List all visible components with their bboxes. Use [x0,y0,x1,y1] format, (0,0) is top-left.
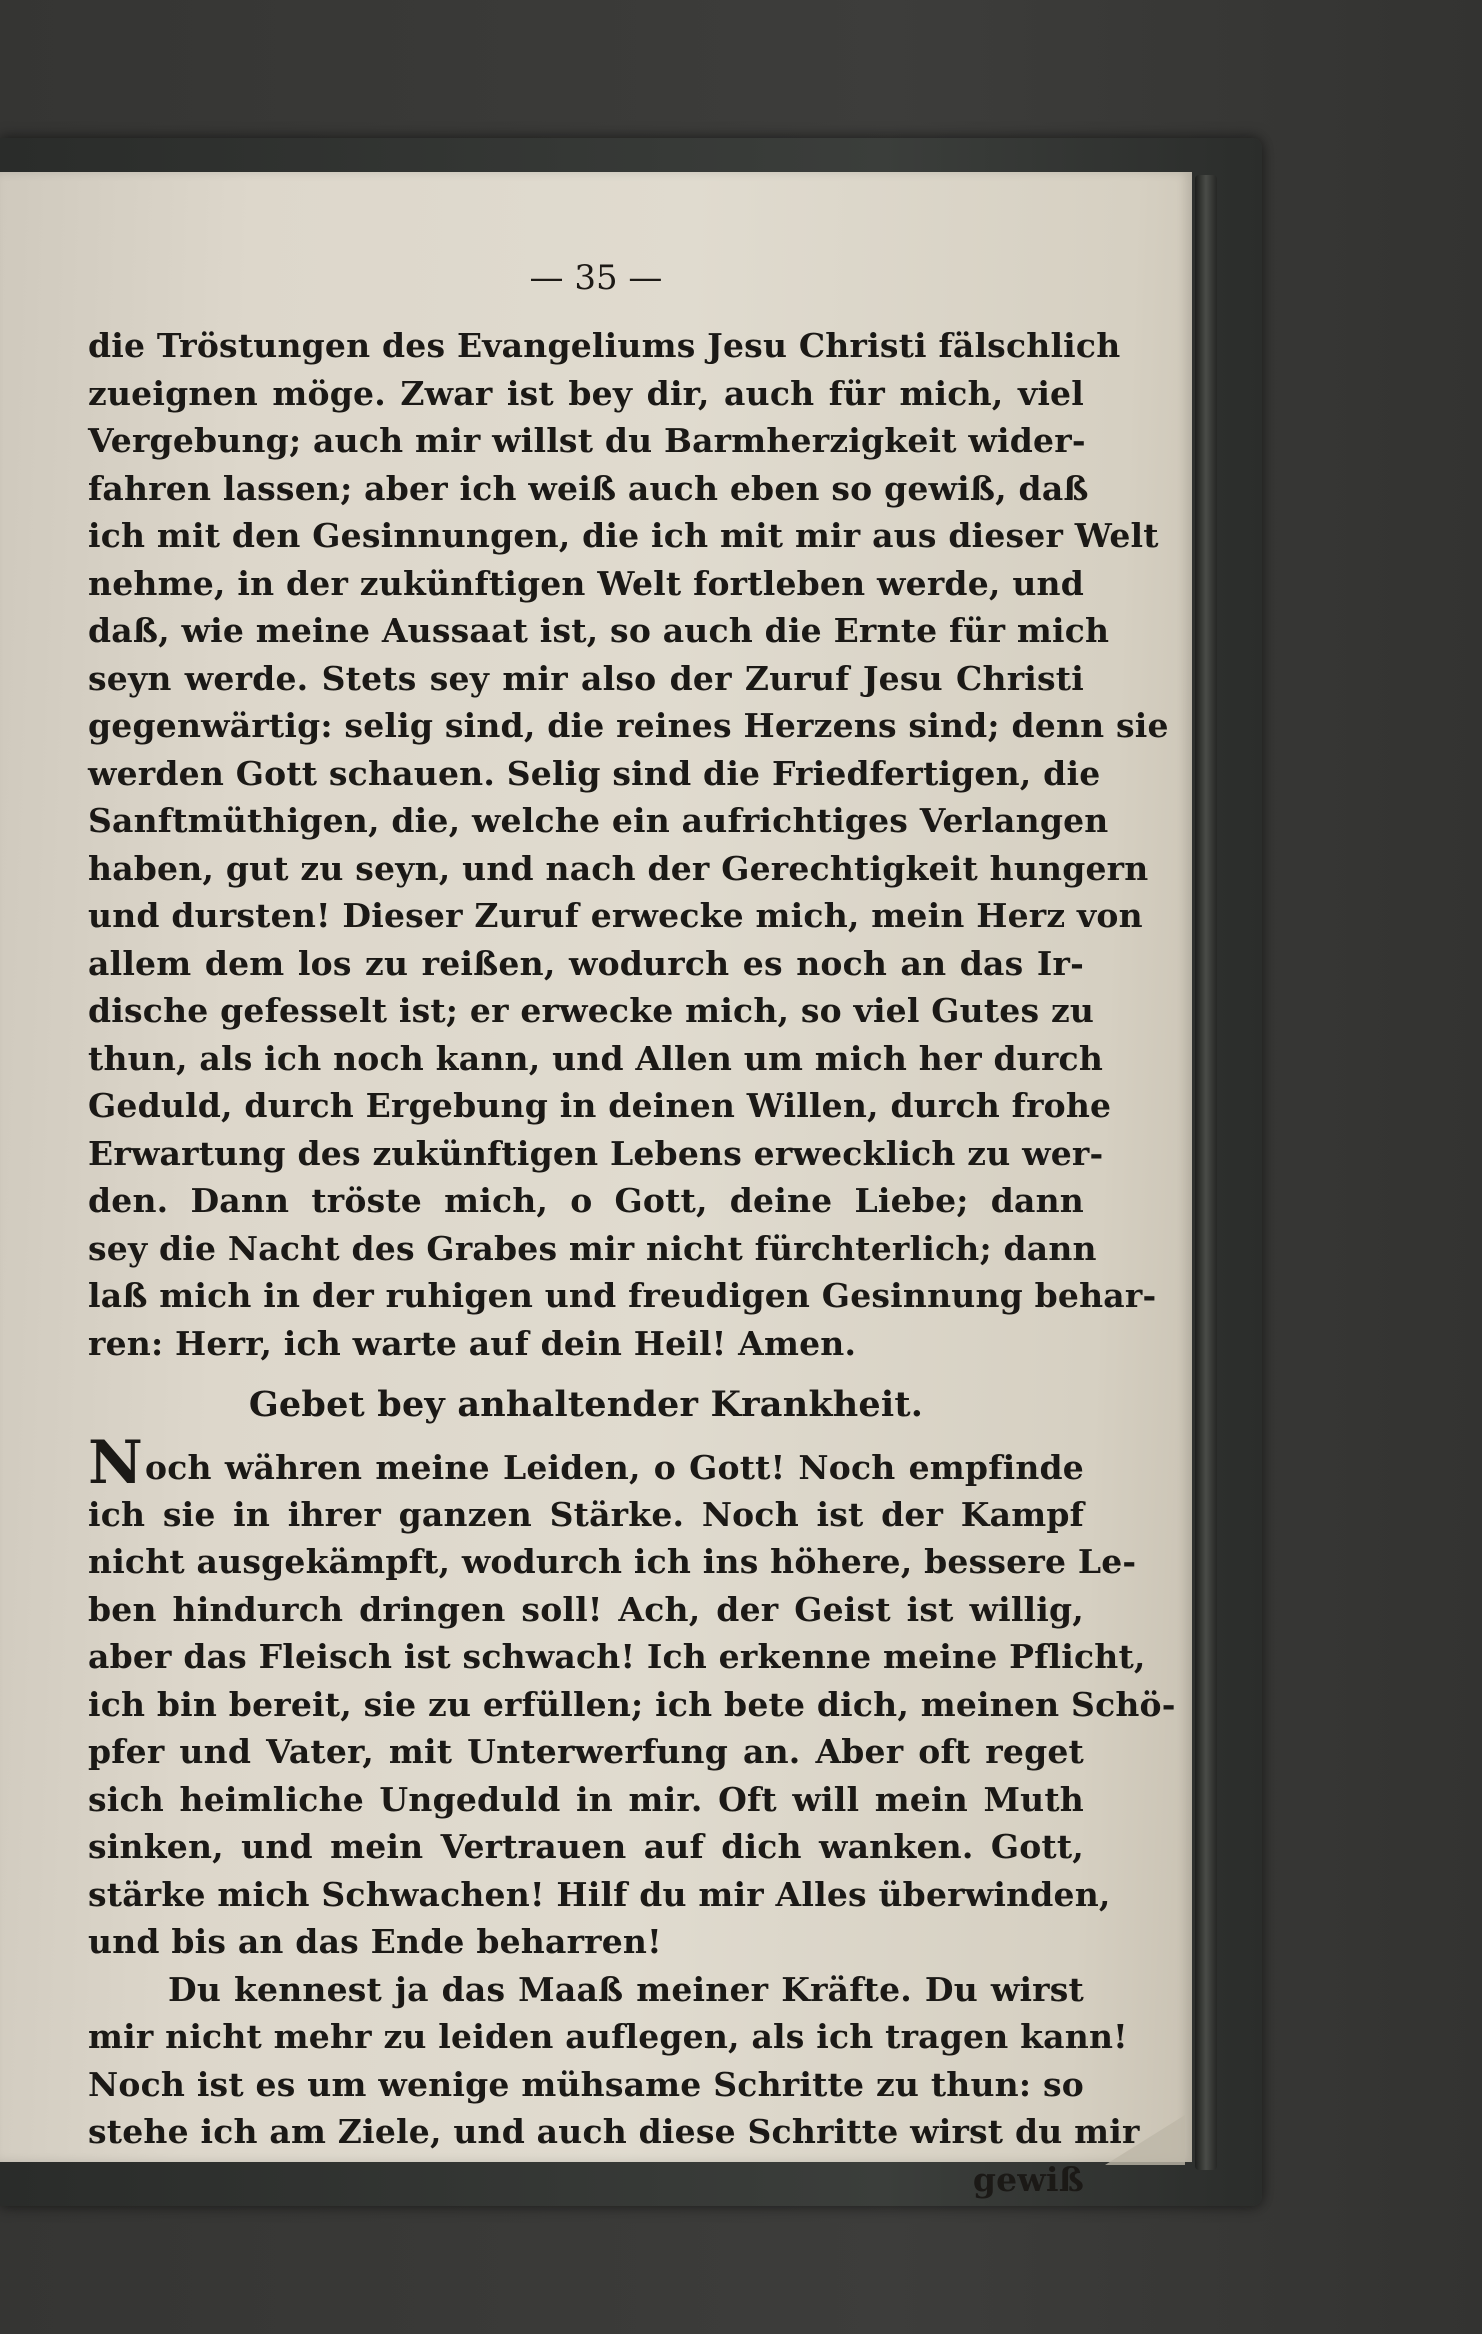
text-line: Erwartung des zukünftigen Lebens erwecklich zu wer- [88,1133,1104,1173]
text-line: dische gefesselt ist; er erwecke mich, so viel Gutes zu [88,991,1095,1030]
text-line: sey die Nacht des Grabes mir nicht fürchterlich; dann [88,1228,1097,1268]
text-line: ich sie in ihrer ganzen Stärke. Noch ist der Kampf [88,1494,1084,1534]
text-line: werden Gott schauen. Selig sind die Friedfertigen, die [88,753,1101,793]
text-line: haben, gut zu seyn, und nach der Gerechtigkeit hungern [88,848,1149,888]
text-line-first [88,1428,1084,1498]
text-line: sinken, und mein Vertrauen auf dich wanken. Gott, [88,1827,1084,1866]
text-line: mir nicht mehr zu leiden auflegen, als ich tragen kann! [88,2017,1128,2056]
text-line: allem dem los zu reißen, wodurch es noch an das Ir- [88,943,1084,983]
text-line: ich mit den Gesinnungen, die ich mit mir aus dieser Welt [88,516,1159,555]
text-line: Vergebung; auch mir willst du Barmherzigkeit wider- [88,421,1086,460]
text-line: pfer und Vater, mit Unterwerfung an. Aber oft reget [88,1732,1084,1771]
text-line: aber das Fleisch ist schwach! Ich erkenne meine Pflicht, [88,1637,1146,1676]
section-heading: Gebet bey anhaltender Krankheit. [248,1384,924,1425]
text-line: und dursten! Dieser Zuruf erwecke mich, mein Herz von [88,896,1143,935]
text-line: ren: Herr, ich warte auf dein Heil! Amen. [88,1323,857,1363]
text-line: die Tröstungen des Evangeliums Jesu Christi fälschlich [88,326,1121,365]
page-text [88,322,1176,2203]
page-number: — 35 — [529,258,663,298]
text-line: ich bin bereit, sie zu erfüllen; ich bete dich, meinen Schö- [88,1684,1176,1724]
text-line: Noch ist es um wenige mühsame Schritte zu thun: so [88,2064,1084,2104]
text-line: stärke mich Schwachen! Hilf du mir Alles überwinden, [88,1874,1111,1914]
text-line: ben hindurch dringen soll! Ach, der Geist ist willig, [88,1589,1084,1629]
text-line: daß, wie meine Aussaat ist, so auch die Ernte für mich [88,611,1110,650]
text-line: thun, als ich noch kann, und Allen um mich her durch [88,1038,1104,1078]
text-line: und bis an das Ende beharren! [88,1922,662,1961]
first-line-text: och währen meine Leiden, o Gott! Noch empfinde [145,1448,1084,1487]
text-line: zueignen möge. Zwar ist bey dir, auch für mich, viel [88,373,1084,413]
drop-cap: N [88,1428,144,1498]
text-line: Geduld, durch Ergebung in deinen Willen, durch frohe [88,1086,1112,1125]
text-line: den. Dann tröste mich, o Gott, deine Liebe; dann [88,1181,1084,1220]
text-line: gegenwärtig: selig sind, die reines Herzens sind; denn sie [88,706,1169,745]
text-line: nehme, in der zukünftigen Welt fortleben werde, und [88,563,1084,603]
text-line: Du kennest ja das Maaß meiner Kräfte. Du wirst [168,1969,1084,2009]
text-line: seyn werde. Stets sey mir also der Zuruf Jesu Christi [88,658,1084,698]
text-line: laß mich in der ruhigen und freudigen Gesinnung behar- [88,1276,1157,1315]
book-cover-edge [1195,175,1217,2170]
text-line: sich heimliche Ungeduld in mir. Oft will mein Muth [88,1779,1084,1819]
catchword: gewiß [972,2159,1084,2199]
text-line: nicht ausgekämpft, wodurch ich ins höhere, bessere Le- [88,1542,1137,1581]
text-line: stehe ich am Ziele, und auch diese Schritte wirst du mir [88,2112,1140,2151]
text-line: Sanftmüthigen, die, welche ein aufrichtiges Verlangen [88,801,1109,840]
text-line: fahren lassen; aber ich weiß auch eben so gewiß, daß [88,468,1089,508]
